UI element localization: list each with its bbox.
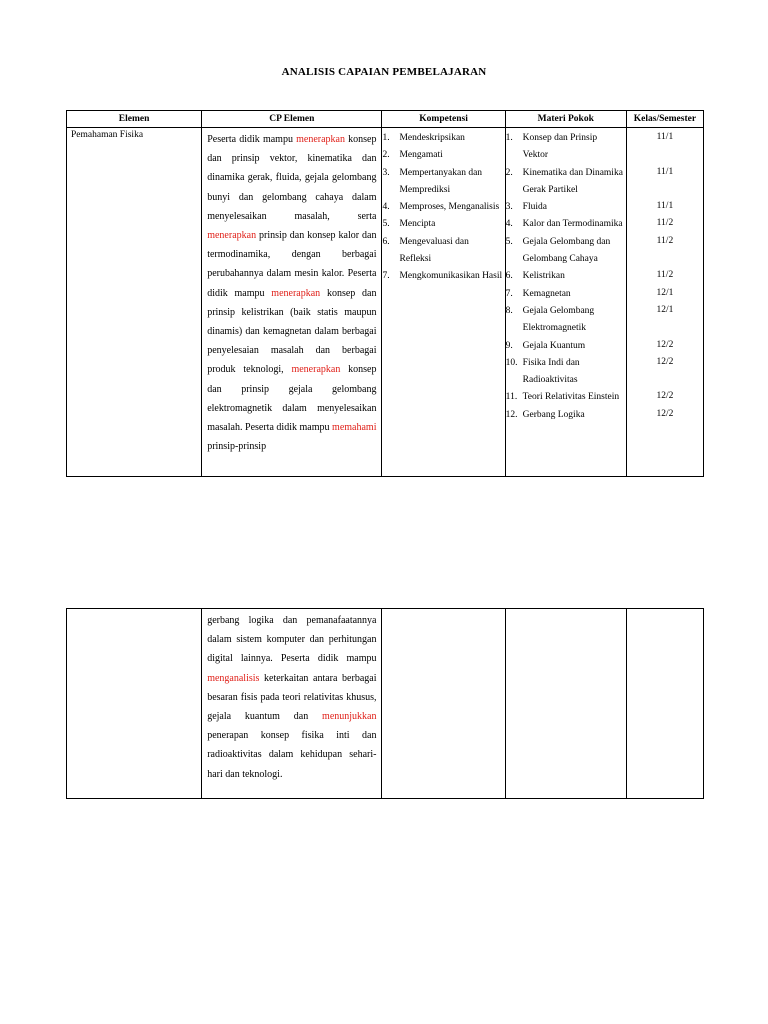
elemen-cell: Pemahaman Fisika <box>67 128 202 477</box>
kompetensi-item <box>382 216 502 233</box>
list-item-number: 6. <box>505 271 513 282</box>
kelas-value: 11/1 <box>656 166 674 177</box>
kompetensi-item <box>382 234 502 269</box>
kelas-value: 12/2 <box>656 408 674 419</box>
table-row <box>67 609 704 799</box>
materi-item <box>506 199 624 216</box>
list-item-text: Kelistrikan <box>522 271 565 282</box>
list-item-number: 2. <box>382 150 390 161</box>
list-item-text: Memproses, Menganalisis <box>399 202 500 213</box>
kelas-value: 12/2 <box>656 356 674 367</box>
highlighted-verb: menerapkan <box>291 364 341 376</box>
list-item-number: 3. <box>505 202 513 213</box>
list-item-text: Mencipta <box>399 219 436 230</box>
kompetensi-item <box>382 130 502 147</box>
table-header-row <box>67 111 704 128</box>
list-item-text: Mengevaluasi dan Refleksi <box>399 236 469 265</box>
list-item-number: 5. <box>382 219 390 230</box>
cp-elemen-cell <box>202 128 382 477</box>
list-item-text: Kalor dan Termodinamika <box>522 219 623 230</box>
list-item-text: Mendeskripsikan <box>399 133 465 143</box>
list-item-number: 4. <box>382 202 390 213</box>
list-item-number: 6. <box>382 236 390 247</box>
kelas-cell <box>626 128 703 477</box>
list-item-text: Gejala Gelombang dan Gelombang Cahaya <box>522 236 611 265</box>
header-elemen: Elemen <box>67 111 202 128</box>
materi-item <box>506 234 624 269</box>
highlighted-verb: menunjukkan <box>322 711 377 723</box>
list-item-text: Mempertanyakan dan Memprediksi <box>399 167 483 195</box>
page-title: ANALISIS CAPAIAN PEMBELAJARAN <box>281 66 487 78</box>
header-materi-pokok: Materi Pokok <box>505 111 626 128</box>
materi-item <box>506 216 624 233</box>
list-item-number: 1. <box>505 133 513 143</box>
kelas-value: 11/2 <box>656 270 674 281</box>
cp-text-segment: konsep dan prinsip vektor, kinematika dan dinamika gerak, fluida, gejala gelombang bunyi dan gelombang cahaya dalam menyelesaikan masalah, serta <box>207 134 377 222</box>
kompetensi-item <box>382 199 502 216</box>
cp-analysis-table-continued <box>66 608 704 799</box>
cp-text-segment: prinsip dan konsep kalor dan termodinamika, dengan berbagai perubahannya dalam mesin kalor. Peserta didik mampu <box>207 230 377 299</box>
list-item-number: 7. <box>505 288 513 299</box>
list-item-number: 10. <box>505 357 518 368</box>
materi-item <box>506 130 624 165</box>
list-item-text: Gejala Kuantum <box>522 340 586 351</box>
list-item-number: 3. <box>382 167 390 178</box>
cp-text-segment: prinsip-prinsip <box>207 441 267 453</box>
list-item-text: Gejala Gelombang Elektromagnetik <box>522 305 595 334</box>
kelas-value: 12/1 <box>656 287 674 298</box>
cp-text-segment: konsep dan prinsip gejala gelombang elektromagnetik dalam menyelesaikan masalah. Peserta didik mampu <box>207 364 377 434</box>
kompetensi-cell <box>382 128 505 477</box>
kelas-list <box>627 128 703 473</box>
cp-text-segment: konsep dan prinsip kelistrikan (baik statis maupun dinamis) dan kemagnetan dalam berbagai penyelesaian masalah dan berbagai produk teknologi, <box>207 287 377 376</box>
materi-item <box>506 407 624 424</box>
list-item-text: Kinematika dan Dinamika Gerak Partikel <box>522 167 623 195</box>
cp-text-segment: keterkaitan antara berbagai besaran fisis pada teori relativitas khusus, gejala kuantum dan <box>207 672 377 723</box>
kompetensi-list <box>382 128 504 286</box>
kompetensi-item <box>382 165 502 200</box>
kelas-value: 11/2 <box>656 235 674 246</box>
kelas-value: 12/2 <box>656 339 674 350</box>
kompetensi-item <box>382 147 502 164</box>
kompetensi-item <box>382 268 502 285</box>
kelas-value: 11/1 <box>656 132 674 142</box>
cp-text-segment: gerbang logika dan pemanafaatannya dalam sistem komputer dan perhitungan digital lainnya. Peserta didik mampu <box>207 615 377 665</box>
materi-list <box>506 128 626 424</box>
list-item-number: 2. <box>505 167 513 178</box>
list-item-text: Mengamati <box>399 150 443 161</box>
materi-cell <box>505 128 626 477</box>
kelas-value: 11/2 <box>656 218 674 229</box>
highlighted-verb: menerapkan <box>271 287 321 299</box>
kelas-value: 12/1 <box>656 304 674 315</box>
list-item-number: 11. <box>505 392 518 403</box>
materi-item <box>506 286 624 303</box>
materi-item <box>506 389 624 406</box>
kompetensi-cell-empty <box>382 609 505 799</box>
table-row <box>67 128 704 477</box>
header-kompetensi: Kompetensi <box>382 111 505 128</box>
list-item-number: 9. <box>505 340 513 351</box>
cp-text-segment: Peserta didik mampu <box>207 134 297 145</box>
highlighted-verb: menganalisis <box>207 672 260 684</box>
materi-item <box>506 165 624 200</box>
list-item-text: Gerbang Logika <box>522 409 585 420</box>
list-item-number: 5. <box>505 236 513 247</box>
materi-item <box>506 268 624 285</box>
list-item-number: 4. <box>505 219 513 230</box>
list-item-number: 1. <box>382 133 390 143</box>
elemen-cell-empty <box>67 609 202 799</box>
kelas-cell-empty <box>626 609 703 799</box>
materi-cell-empty <box>505 609 626 799</box>
list-item-number: 8. <box>505 305 513 316</box>
list-item-text: Fisika Indi dan Radioaktivitas <box>522 357 580 386</box>
cp-elemen-cell-continued <box>202 609 382 799</box>
cp-analysis-table <box>66 110 704 477</box>
highlighted-verb: memahami <box>332 422 377 434</box>
materi-item <box>506 303 624 338</box>
highlighted-verb: menerapkan <box>296 134 345 145</box>
header-kelas-semester: Kelas/Semester <box>626 111 703 128</box>
kelas-value: 11/1 <box>656 201 674 212</box>
list-item-text: Teori Relativitas Einstein <box>522 392 620 403</box>
list-item-number: 12. <box>505 409 518 420</box>
header-cp-elemen: CP Elemen <box>202 111 382 128</box>
materi-item <box>506 355 624 390</box>
cp-text-segment: penerapan konsep fisika inti dan radioaktivitas dalam kehidupan sehari-hari dan teknologi. <box>207 730 377 780</box>
list-item-text: Fluida <box>522 202 547 213</box>
list-item-text: Kemagnetan <box>522 288 571 299</box>
list-item-number: 7. <box>382 271 390 282</box>
kelas-value: 12/2 <box>656 391 674 402</box>
list-item-text: Mengkomunikasikan Hasil <box>399 271 503 282</box>
highlighted-verb: menerapkan <box>207 230 257 242</box>
materi-item <box>506 338 624 355</box>
list-item-text: Konsep dan Prinsip Vektor <box>522 133 598 161</box>
